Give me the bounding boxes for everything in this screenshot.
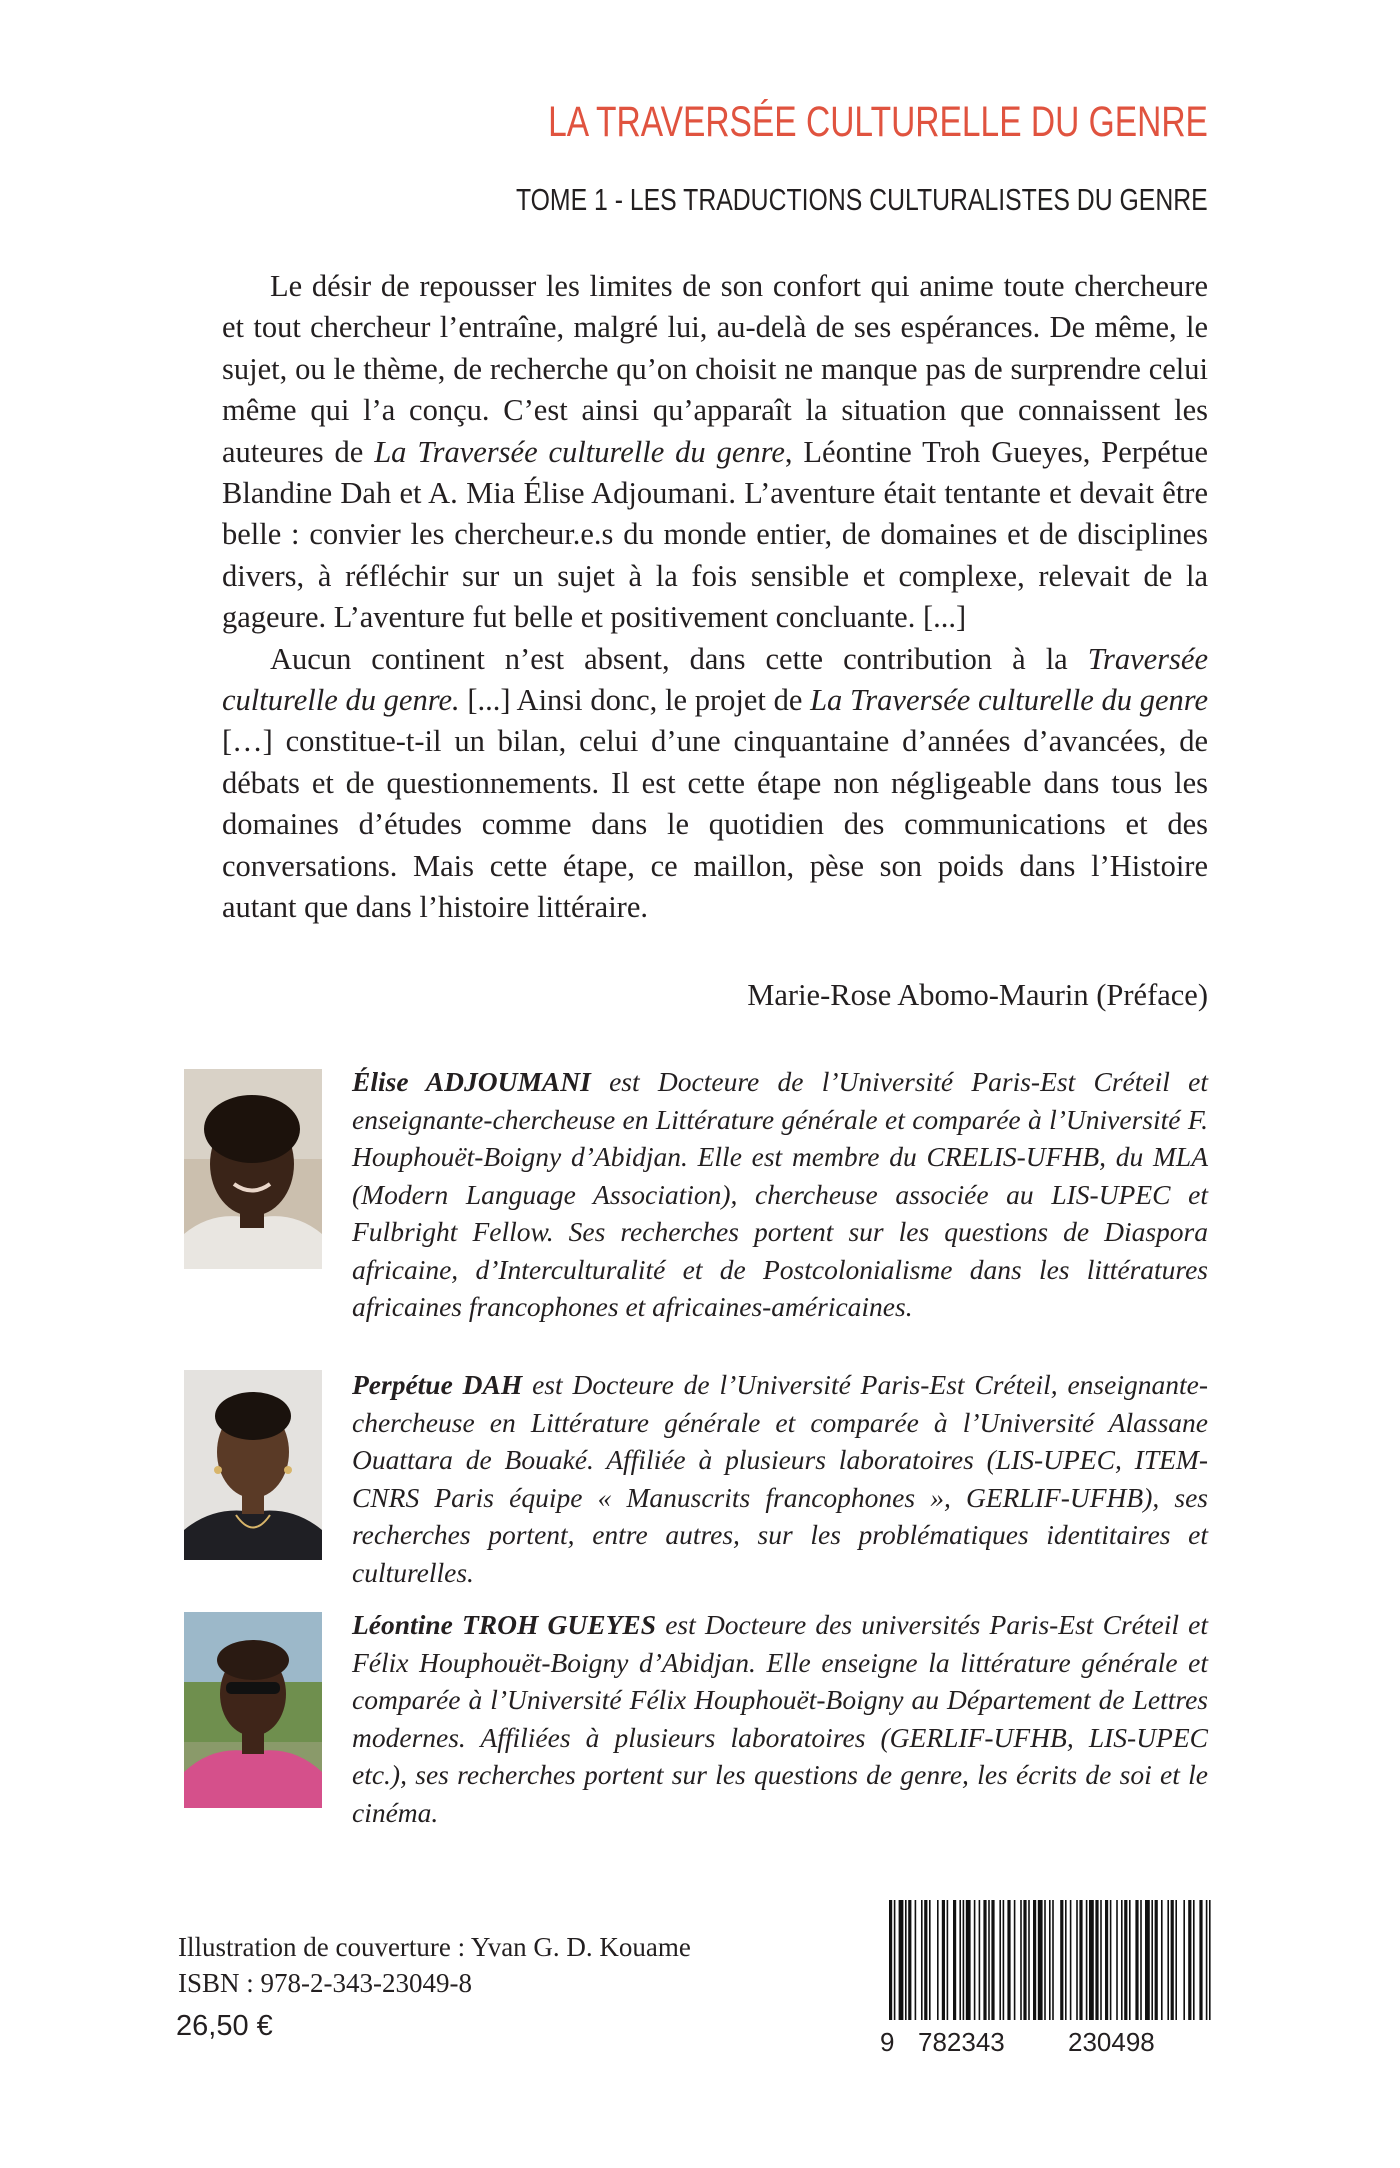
author-photo-adjoumani xyxy=(184,1069,322,1269)
barcode-bar xyxy=(991,1900,994,2020)
author-name: Perpétue DAH xyxy=(352,1369,523,1400)
author-name: Léontine TROH GUEYES xyxy=(352,1609,657,1640)
barcode-bar xyxy=(1161,1900,1163,2020)
book-title: LA TRAVERSÉE CULTURELLE DU GENRE xyxy=(548,98,1208,146)
barcode-bar xyxy=(963,1900,965,2020)
barcode-bar xyxy=(1007,1900,1010,2020)
barcode-bar xyxy=(1065,1900,1067,2020)
barcode-bar xyxy=(1155,1900,1158,2020)
barcode-bar xyxy=(1038,1900,1043,2020)
barcode-bar xyxy=(1100,1900,1102,2020)
barcode-bar xyxy=(921,1900,923,2020)
barcode-digits-left: 782343 xyxy=(918,2027,1005,2057)
isbn: ISBN : 978-2-343-23049-8 xyxy=(178,1968,472,1998)
barcode-bar xyxy=(1199,1900,1202,2020)
isbn-barcode xyxy=(887,1900,1213,2020)
barcode-bar xyxy=(1188,1900,1191,2020)
barcode-bar xyxy=(1079,1900,1082,2020)
barcode-bar xyxy=(1129,1900,1131,2020)
author-photo-dah xyxy=(184,1370,322,1560)
barcode-digits-right: 230498 xyxy=(1068,2027,1155,2057)
barcode-bar xyxy=(1206,1900,1208,2020)
barcode-bar xyxy=(937,1900,939,2020)
barcode-bar xyxy=(1070,1900,1072,2020)
barcode-bar xyxy=(979,1900,981,2020)
back-cover-blurb xyxy=(222,266,1208,929)
barcode-bar xyxy=(1076,1900,1078,2020)
barcode-bar xyxy=(988,1900,990,2020)
barcode-bar xyxy=(1023,1900,1026,2020)
author-photo-troh-gueyes xyxy=(184,1612,322,1808)
barcode-bar xyxy=(1121,1900,1123,2020)
barcode-bar xyxy=(1151,1900,1153,2020)
barcode-bar xyxy=(1014,1900,1016,2020)
barcode-bar xyxy=(1028,1900,1030,2020)
barcode-bar xyxy=(942,1900,945,2020)
barcode-bar xyxy=(915,1900,917,2020)
barcode-bar xyxy=(889,1900,892,2020)
author-bio-adjoumani: Élise ADJOUMANI est Docteure de l’Université Paris-Est Créteil et enseignante-chercheuse en Littérature générale et comparée à l’Université F. Houphouët-Boigny d’Abidjan. Elle est membre du CRELIS-UFHB, du MLA (Modern Language Association), chercheuse associée au LIS-UPEC et Fulbright Fellow. Ses recherches portent sur les questions de Diaspora africaine, d’Interculturalité et de Postcolonialisme dans les littératures africaines francophones et africaines-américaines. xyxy=(352,1066,1208,1322)
preface-attribution: Marie-Rose Abomo-Maurin (Préface) xyxy=(747,978,1208,1012)
barcode-bar xyxy=(947,1900,949,2020)
barcode-bar xyxy=(1145,1900,1150,2020)
barcode-bar xyxy=(1135,1900,1138,2020)
barcode-bar xyxy=(1167,1900,1169,2020)
book-subtitle: TOME 1 - LES TRADUCTIONS CULTURALISTES DU GENRE xyxy=(516,182,1208,217)
barcode-bar xyxy=(1095,1900,1098,2020)
barcode-bar xyxy=(1089,1900,1094,2020)
price: 26,50 € xyxy=(176,2010,273,2042)
cover-illustration-credit: Illustration de couverture : Yvan G. D. Kouame xyxy=(178,1932,691,1962)
barcode-bar xyxy=(1175,1900,1177,2020)
barcode-bar xyxy=(1020,1900,1022,2020)
author-bio-troh-gueyes: Léontine TROH GUEYES est Docteure des universités Paris-Est Créteil et Félix Houphouët-Boigny d’Abidjan. Elle enseigne la littérature générale et comparée à l’Université Félix Houphouët-Boigny au Département de Lettres modernes. Affiliées à plusieurs laboratoires (GERLIF-UFHB, LIS-UPEC etc.), ses recherches portent sur les questions de genre, les écrits de soi et le cinéma. xyxy=(352,1609,1209,1828)
barcode-bar xyxy=(1049,1900,1051,2020)
blurb-paragraph-2: Aucun continent n’est absent, dans cette contribution à la Traversée culturelle du genre. [...] Ainsi donc, le projet de La Traversée culturelle du genre […] constitue-t-il un bilan, celui d’une cinquantaine d’années d’avancées, de débats et de questionnements. Il est cette étape non négligeable dans tous les domaines d’études comme dans le quotidien des communications et des conversations. Mais cette étape, ce maillon, pèse son poids dans l’Histoire autant que dans l’histoire littéraire. xyxy=(222,641,1209,925)
barcode-bar xyxy=(1124,1900,1127,2020)
barcode-bar xyxy=(1052,1900,1054,2020)
barcode-bar xyxy=(1110,1900,1112,2020)
barcode-bar xyxy=(924,1900,927,2020)
barcode-bar xyxy=(894,1900,896,2020)
barcode-bar xyxy=(974,1900,976,2020)
barcode-bar xyxy=(1140,1900,1142,2020)
barcode-bar xyxy=(1086,1900,1088,2020)
barcode-bar xyxy=(908,1900,911,2020)
author-bio-dah: Perpétue DAH est Docteure de l’Université Paris-Est Créteil, enseignante-chercheuse en Littérature générale et comparée à l’Université Alassane Ouattara de Bouaké. Affiliée à plusieurs laboratoires (LIS-UPEC, ITEM-CNRS Paris équipe « Manuscrits francophones », GERLIF-UFHB), ses recherches portent, entre autres, sur les problématiques identitaires et culturelles. xyxy=(352,1369,1208,1588)
barcode-bar xyxy=(1044,1900,1046,2020)
barcode-bar xyxy=(983,1900,986,2020)
barcode-bar xyxy=(1105,1900,1108,2020)
barcode-bar xyxy=(999,1900,1001,2020)
barcode-bar xyxy=(953,1900,956,2020)
barcode-bar xyxy=(1171,1900,1174,2020)
author-name: Élise ADJOUMANI xyxy=(352,1066,591,1097)
barcode-bar xyxy=(1060,1900,1063,2020)
barcode-bar xyxy=(959,1900,961,2020)
barcode-bar xyxy=(1193,1900,1195,2020)
barcode-bar xyxy=(905,1900,907,2020)
barcode-digit-first: 9 xyxy=(880,2027,895,2057)
blurb-paragraph-1: Le désir de repousser les limites de son confort qui anime toute chercheure et tout chercheur l’entraîne, malgré lui, au-delà de ses espérances. De même, le sujet, ou le thème, de recherche qu’on choisit ne manque pas de surprendre celui même qui l’a conçu. C’est ainsi qu’apparaît la situation que connaissent les auteures de La Traversée culturelle du genre, Léontine Troh Gueyes, Perpétue Blandine Dah et A. Mia Élise Adjoumani. L’aventure était tentante et devait être belle : convier les chercheur.e.s du monde entier, de domaines et de disciplines divers, à réfléchir sur un sujet à la fois sensible et complexe, relevait de la gageure. L’aventure fut belle et positivement concluante. [...] xyxy=(222,269,1208,635)
barcode-bar xyxy=(1033,1900,1036,2020)
barcode-bar xyxy=(1116,1900,1118,2020)
barcode-bar xyxy=(1003,1900,1005,2020)
barcode-bar xyxy=(1183,1900,1185,2020)
barcode-bar xyxy=(966,1900,971,2020)
barcode-bar xyxy=(899,1900,904,2020)
barcode-bar xyxy=(929,1900,931,2020)
barcode-bar xyxy=(1209,1900,1211,2020)
